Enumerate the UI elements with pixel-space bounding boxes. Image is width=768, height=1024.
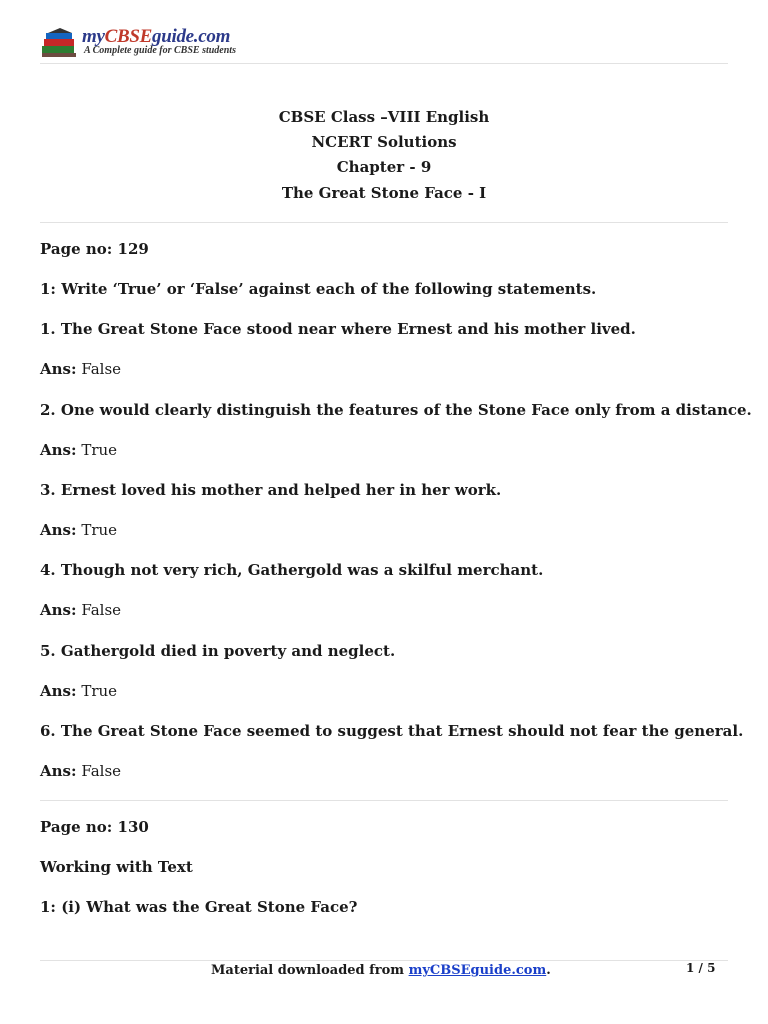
answer xyxy=(40,601,121,619)
footer-divider xyxy=(40,960,728,961)
answer-label: Ans: xyxy=(40,521,77,539)
doc-title-lesson: The Great Stone Face - I xyxy=(281,184,487,202)
answer-value: True xyxy=(81,521,118,539)
answer-value: False xyxy=(81,360,122,378)
footer-text: Material downloaded from xyxy=(211,963,409,978)
page-number-label: Page no: 129 xyxy=(40,240,149,258)
site-logo xyxy=(40,26,280,60)
section-heading: Working with Text xyxy=(40,858,193,876)
exercise-instruction: 1: Write ‘True’ or ‘False’ against each of the following statements. xyxy=(40,280,597,298)
answer-value: True xyxy=(81,682,118,700)
title-divider xyxy=(40,222,728,223)
section-divider xyxy=(40,800,728,801)
logo-tagline: A Complete guide for CBSE students xyxy=(84,45,236,56)
answer-value: False xyxy=(81,762,122,780)
question: 1: (i) What was the Great Stone Face? xyxy=(40,898,358,916)
answer-label: Ans: xyxy=(40,441,77,459)
answer-label: Ans: xyxy=(40,601,77,619)
footer-note xyxy=(211,963,551,978)
answer-value: True xyxy=(81,441,118,459)
page-number-label: Page no: 130 xyxy=(40,818,149,836)
answer xyxy=(40,360,121,378)
question: 5. Gathergold died in poverty and neglect. xyxy=(40,642,396,660)
answer-label: Ans: xyxy=(40,762,77,780)
question: 4. Though not very rich, Gathergold was a skilful merchant. xyxy=(40,561,544,579)
header-divider xyxy=(40,63,728,64)
question: 1. The Great Stone Face stood near where Ernest and his mother lived. xyxy=(40,320,636,338)
doc-title-chapter: Chapter - 9 xyxy=(336,158,432,176)
books-logo-icon xyxy=(40,28,80,60)
footer-link[interactable]: myCBSEguide.com xyxy=(408,963,547,978)
answer-label: Ans: xyxy=(40,360,77,378)
answer xyxy=(40,682,117,700)
footer-period: . xyxy=(546,963,551,978)
answer-value: False xyxy=(81,601,122,619)
answer xyxy=(40,762,121,780)
answer xyxy=(40,441,117,459)
question: 3. Ernest loved his mother and helped her in her work. xyxy=(40,481,502,499)
answer xyxy=(40,521,117,539)
question: 6. The Great Stone Face seemed to suggest that Ernest should not fear the general. xyxy=(40,722,744,740)
question: 2. One would clearly distinguish the features of the Stone Face only from a distance. xyxy=(40,401,752,419)
answer-label: Ans: xyxy=(40,682,77,700)
doc-title-class: CBSE Class –VIII English xyxy=(278,108,490,126)
logo-wordmark: myCBSEguide.com xyxy=(82,26,231,47)
doc-title-solutions: NCERT Solutions xyxy=(311,133,457,151)
page-counter: 1 / 5 xyxy=(686,961,716,975)
